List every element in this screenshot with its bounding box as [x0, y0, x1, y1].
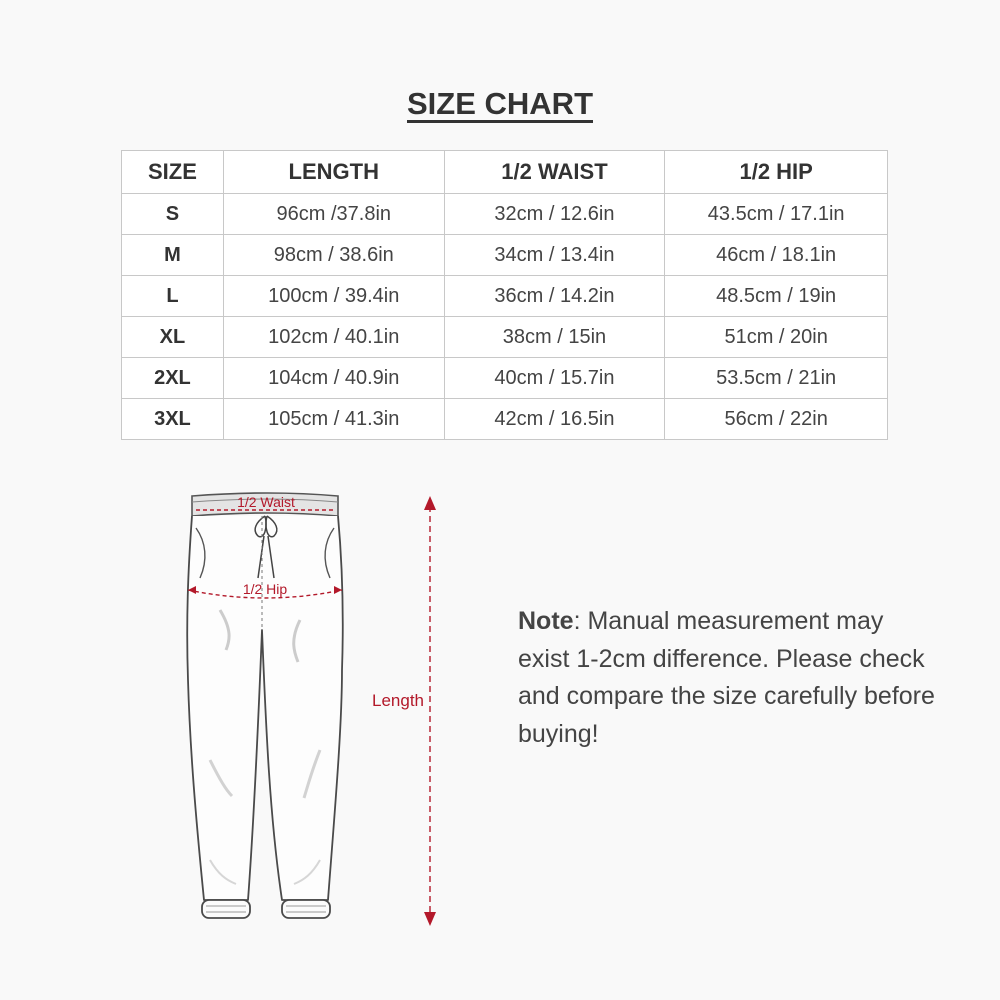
waist-cell: 36cm / 14.2in	[444, 276, 665, 317]
size-table	[121, 150, 888, 440]
hip-cell: 53.5cm / 21in	[665, 358, 888, 399]
length-cell: 104cm / 40.9in	[223, 358, 444, 399]
size-cell: 3XL	[122, 399, 224, 440]
length-cell: 105cm / 41.3in	[223, 399, 444, 440]
waist-cell: 34cm / 13.4in	[444, 235, 665, 276]
length-cell: 98cm / 38.6in	[223, 235, 444, 276]
arrow-down-icon	[424, 912, 436, 926]
waist-cell: 42cm / 16.5in	[444, 399, 665, 440]
size-chart-title	[0, 86, 1000, 122]
length-cell: 96cm /37.8in	[223, 194, 444, 235]
table-row	[122, 399, 888, 440]
size-cell: M	[122, 235, 224, 276]
hip-cell: 46cm / 18.1in	[665, 235, 888, 276]
table-row	[122, 194, 888, 235]
length-label: Length	[372, 691, 424, 710]
waist-cell: 32cm / 12.6in	[444, 194, 665, 235]
pants-diagram	[170, 480, 470, 940]
hip-cell: 56cm / 22in	[665, 399, 888, 440]
arrow-up-icon	[424, 496, 436, 510]
size-cell: S	[122, 194, 224, 235]
size-column-header: SIZE	[122, 151, 224, 194]
waist-cell: 38cm / 15in	[444, 317, 665, 358]
size-chart-title-text: SIZE CHART	[407, 86, 593, 121]
table-row	[122, 317, 888, 358]
length-cell: 100cm / 39.4in	[223, 276, 444, 317]
waist-column-header: 1/2 WAIST	[444, 151, 665, 194]
note-body: : Manual measurement may exist 1-2cm difference. Please check and compare the size carefully before buying!	[518, 607, 935, 748]
hip-cell: 48.5cm / 19in	[665, 276, 888, 317]
size-table-header-row	[122, 151, 888, 194]
pants-illustration	[187, 493, 343, 918]
size-cell: XL	[122, 317, 224, 358]
length-measure	[372, 496, 436, 926]
waist-label: 1/2 Waist	[237, 494, 295, 510]
table-row	[122, 235, 888, 276]
hip-label: 1/2 Hip	[242, 581, 288, 597]
hip-cell: 51cm / 20in	[665, 317, 888, 358]
waist-cell: 40cm / 15.7in	[444, 358, 665, 399]
length-cell: 102cm / 40.1in	[223, 317, 444, 358]
note-text	[518, 603, 938, 753]
size-cell: 2XL	[122, 358, 224, 399]
table-row	[122, 358, 888, 399]
size-cell: L	[122, 276, 224, 317]
note-label: Note	[518, 607, 574, 635]
table-row	[122, 276, 888, 317]
hip-column-header: 1/2 HIP	[665, 151, 888, 194]
hip-cell: 43.5cm / 17.1in	[665, 194, 888, 235]
length-column-header: LENGTH	[223, 151, 444, 194]
